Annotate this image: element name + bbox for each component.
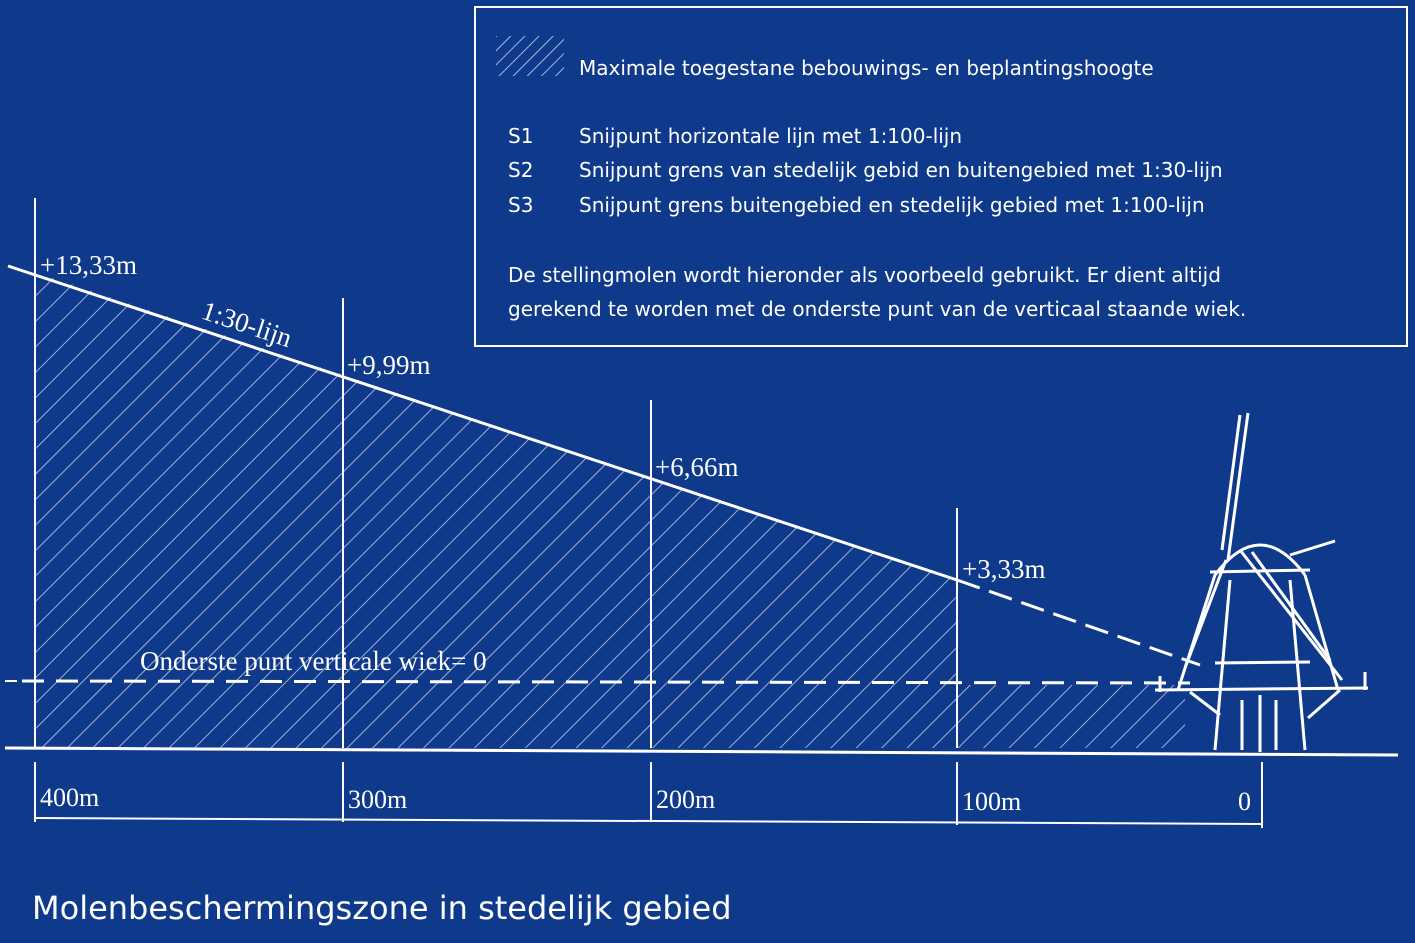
slope-continuation bbox=[957, 580, 1200, 665]
distance-label-0: 0 bbox=[1238, 787, 1251, 816]
reference-label: Onderste punt verticale wiek= 0 bbox=[140, 646, 487, 676]
legend-item-text: Snijpunt grens van stedelijk gebid en buitengebied met 1:30-lijn bbox=[579, 158, 1223, 182]
distance-scale bbox=[35, 762, 1262, 828]
height-label-100m: +3,33m bbox=[962, 554, 1046, 584]
legend-item-text: Snijpunt grens buitengebied en stedelijk gebied met 1:100-lijn bbox=[579, 193, 1205, 217]
distance-label-300m: 300m bbox=[348, 785, 408, 814]
legend-note bbox=[508, 258, 1388, 326]
distance-label-100m: 100m bbox=[962, 787, 1022, 816]
legend-item-s1 bbox=[508, 124, 962, 148]
legend-item-s3 bbox=[508, 193, 1205, 217]
legend-item-code: S1 bbox=[508, 124, 534, 148]
legend-item-text: Snijpunt horizontale lijn met 1:100-lijn bbox=[579, 124, 963, 148]
legend-note-line2: gerekend te worden met de onderste punt van de verticaal staande wiek. bbox=[508, 297, 1247, 321]
legend-box bbox=[474, 6, 1408, 347]
legend-item-code: S3 bbox=[508, 193, 534, 217]
distance-label-400m: 400m bbox=[40, 783, 100, 812]
windmill-icon bbox=[1155, 413, 1368, 752]
height-label-200m: +6,66m bbox=[655, 452, 739, 482]
distance-label-200m: 200m bbox=[656, 785, 716, 814]
ground-line bbox=[5, 748, 1398, 755]
legend-item-code: S2 bbox=[508, 158, 534, 182]
legend-hatch-label: Maximale toegestane bebouwings- en beplantingshoogte bbox=[579, 56, 1154, 80]
legend-item-s2 bbox=[508, 158, 1223, 182]
height-label-300m: +9,99m bbox=[347, 350, 431, 380]
hatch-swatch-icon bbox=[496, 36, 564, 76]
figure-caption: Molenbeschermingszone in stedelijk gebied bbox=[32, 889, 732, 927]
legend-note-line1: De stellingmolen wordt hieronder als voorbeeld gebruikt. Er dient altijd bbox=[508, 263, 1221, 287]
slope-label: 1:30-lijn bbox=[198, 295, 296, 354]
reference-line bbox=[22, 681, 1190, 683]
height-label-400m: +13,33m bbox=[40, 250, 137, 280]
